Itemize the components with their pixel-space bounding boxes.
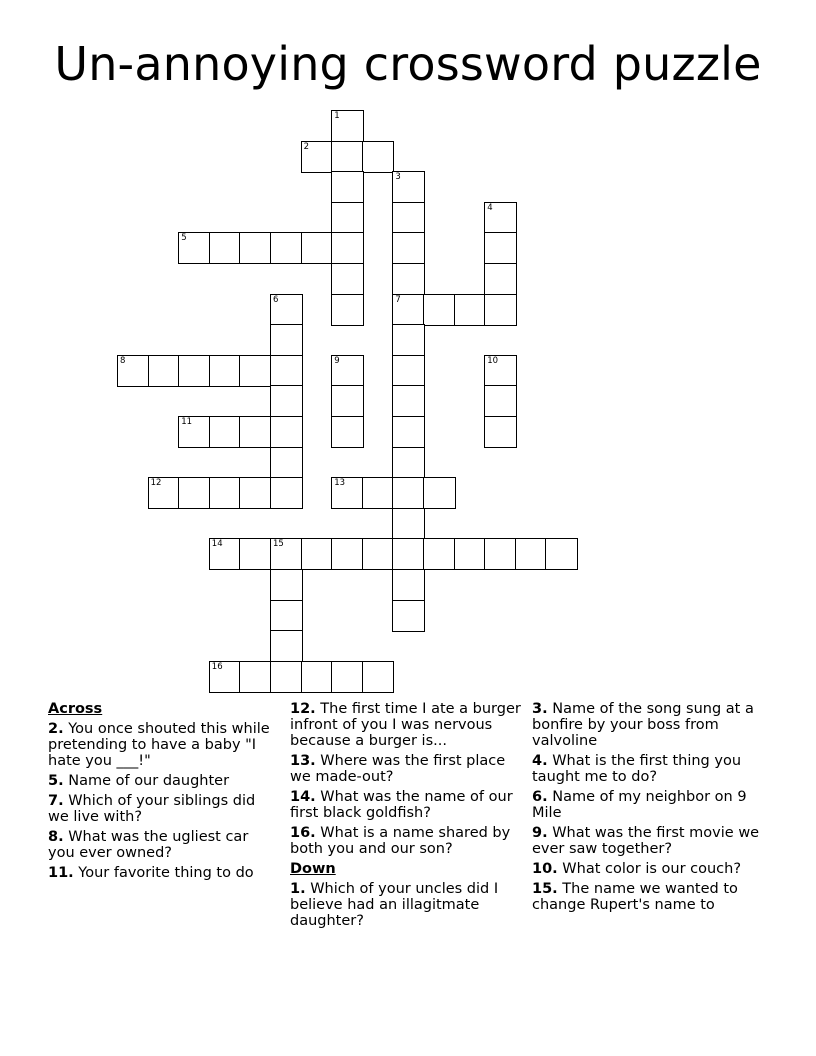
clue-item-text: The name we wanted to change Rupert's name to — [532, 881, 738, 913]
grid-cell[interactable] — [454, 538, 487, 570]
grid-cell[interactable] — [392, 600, 425, 632]
clue-item-text: What was the name of our first black goldfish? — [290, 789, 513, 821]
clue-number: 6 — [273, 294, 279, 305]
grid-cell[interactable] — [331, 538, 364, 570]
clue-item-text: What was the first movie we ever saw together? — [532, 825, 760, 857]
grid-cell[interactable] — [270, 630, 303, 662]
clue-item-number: 6. — [532, 789, 548, 805]
clue-item-text: What is a name shared by both you and our son? — [290, 825, 511, 857]
clue-item-number: 13. — [290, 753, 316, 769]
clue-item-text: What color is our couch? — [562, 861, 742, 877]
grid-cell[interactable] — [392, 538, 425, 570]
clue-item-text: Where was the first place we made-out? — [290, 753, 506, 785]
grid-cell[interactable] — [515, 538, 548, 570]
grid-cell[interactable] — [239, 232, 272, 264]
clue-item-number: 8. — [48, 829, 64, 845]
grid-cell[interactable] — [270, 294, 303, 326]
grid-cell[interactable] — [270, 600, 303, 632]
grid-cell[interactable] — [270, 477, 303, 509]
clue-number: 10 — [487, 355, 499, 366]
clue-number: 15 — [273, 539, 284, 550]
grid-cell[interactable] — [423, 294, 456, 326]
clue-item — [290, 701, 526, 749]
across-heading: Across — [48, 701, 103, 717]
clue-number: 9 — [334, 355, 340, 366]
grid-cell[interactable] — [270, 661, 303, 693]
grid-cell[interactable] — [362, 141, 395, 173]
grid-cell[interactable] — [331, 661, 364, 693]
clue-number: 3 — [395, 172, 401, 183]
grid-cell[interactable] — [209, 538, 242, 570]
grid-cell[interactable] — [484, 202, 517, 234]
grid-cell[interactable] — [270, 385, 303, 417]
clue-number: 13 — [334, 478, 346, 489]
clue-item-number: 10. — [532, 861, 558, 877]
clue-item-text: Name of our daughter — [68, 773, 230, 789]
grid-cell[interactable] — [484, 263, 517, 295]
grid-cell[interactable] — [331, 477, 364, 509]
grid-cell[interactable] — [392, 569, 425, 601]
clue-item-text: The first time I ate a burger infront of you I was nervous because a burger is... — [290, 701, 521, 749]
clue-item — [532, 753, 764, 785]
grid-cell[interactable] — [301, 661, 334, 693]
clue-number: 2 — [303, 141, 310, 152]
clue-item-number: 15. — [532, 881, 558, 897]
clue-item-text: What is the first thing you taught me to do? — [532, 753, 742, 785]
grid-cell[interactable] — [331, 385, 364, 417]
grid-cell[interactable] — [270, 232, 303, 264]
grid-cell[interactable] — [270, 447, 303, 479]
grid-cell[interactable] — [331, 232, 364, 264]
grid-cell[interactable] — [270, 569, 303, 601]
clue-item — [290, 789, 526, 821]
clue-column-2 — [290, 701, 526, 933]
clue-item — [532, 789, 764, 821]
grid-cell[interactable] — [362, 477, 395, 509]
clue-item — [532, 701, 764, 749]
down-heading: Down — [290, 861, 336, 877]
clue-item-text: Name of my neighbor on 9 Mile — [532, 789, 747, 821]
clue-number: 14 — [211, 539, 223, 550]
grid-cell[interactable] — [392, 263, 425, 295]
grid-cell[interactable] — [301, 232, 334, 264]
clue-item — [532, 881, 764, 913]
grid-cell[interactable] — [392, 355, 425, 387]
clue-item — [48, 865, 276, 881]
grid-cell[interactable] — [484, 294, 517, 326]
clue-item-number: 16. — [290, 825, 316, 841]
clue-item-text: Your favorite thing to do — [78, 865, 254, 881]
grid-cell[interactable] — [178, 477, 211, 509]
grid-cell[interactable] — [239, 477, 272, 509]
clue-item — [48, 829, 276, 861]
puzzle-title: Un-annoying crossword puzzle — [54, 37, 762, 91]
clue-item-number: 4. — [532, 753, 548, 769]
grid-cell[interactable] — [331, 263, 364, 295]
clue-item-number: 11. — [48, 865, 74, 881]
grid-cell[interactable] — [178, 355, 211, 387]
grid-cell[interactable] — [209, 477, 242, 509]
clue-item-text: What was the ugliest car you ever owned? — [48, 829, 249, 861]
grid-cell[interactable] — [239, 661, 272, 693]
grid-cell[interactable] — [301, 538, 334, 570]
clue-item-text: Which of your siblings did we live with? — [48, 793, 256, 825]
clue-column-1 — [48, 701, 276, 885]
clue-item-number: 2. — [48, 721, 64, 737]
clue-number: 8 — [120, 355, 126, 366]
clue-number: 5 — [181, 233, 187, 244]
grid-cell[interactable] — [392, 385, 425, 417]
grid-cell[interactable] — [392, 171, 425, 203]
clue-item-text: Name of the song sung at a bonfire by your boss from valvoline — [532, 701, 754, 749]
clue-item-number: 5. — [48, 773, 64, 789]
clue-item — [48, 721, 276, 769]
grid-cell[interactable] — [209, 232, 242, 264]
clue-number: 12 — [150, 478, 162, 489]
grid-cell[interactable] — [545, 538, 578, 570]
grid-cell[interactable] — [331, 355, 364, 387]
grid-cell[interactable] — [392, 324, 425, 356]
clue-item-text: You once shouted this while pretending to have a baby "I hate you ___!" — [48, 721, 270, 769]
grid-cell[interactable] — [392, 232, 425, 264]
grid-cell[interactable] — [239, 538, 272, 570]
grid-cell[interactable] — [362, 538, 395, 570]
grid-cell[interactable] — [209, 661, 242, 693]
grid-cell[interactable] — [484, 538, 517, 570]
grid-cell[interactable] — [392, 447, 425, 479]
grid-cell[interactable] — [331, 171, 364, 203]
grid-cell[interactable] — [270, 324, 303, 356]
clue-item — [290, 825, 526, 857]
grid-cell[interactable] — [178, 232, 211, 264]
grid-cell[interactable] — [331, 202, 364, 234]
clue-item — [48, 773, 276, 789]
grid-cell[interactable] — [423, 538, 456, 570]
clue-item-number: 7. — [48, 793, 64, 809]
grid-cell[interactable] — [178, 416, 211, 448]
grid-cell[interactable] — [270, 355, 303, 387]
grid-cell[interactable] — [362, 661, 395, 693]
grid-cell[interactable] — [484, 232, 517, 264]
clue-number: 1 — [334, 111, 340, 121]
clue-item — [532, 861, 764, 877]
grid-cell[interactable] — [331, 141, 364, 173]
clue-number: 4 — [487, 202, 493, 213]
grid-cell[interactable] — [484, 416, 517, 448]
clue-item-number: 3. — [532, 701, 548, 717]
clue-item-text: Which of your uncles did I believe had an illagitmate daughter? — [290, 881, 499, 929]
grid-cell[interactable] — [239, 416, 272, 448]
grid-cell[interactable] — [392, 508, 425, 540]
grid-cell[interactable] — [331, 294, 364, 326]
clue-item-number: 9. — [532, 825, 548, 841]
grid-cell[interactable] — [392, 202, 425, 234]
grid-cell[interactable] — [423, 477, 456, 509]
grid-cell[interactable] — [484, 355, 517, 387]
clue-number: 7 — [395, 294, 401, 305]
grid-cell[interactable] — [148, 355, 181, 387]
clue-item — [290, 881, 526, 929]
grid-cell[interactable] — [301, 141, 334, 173]
grid-cell[interactable] — [270, 416, 303, 448]
grid-cell[interactable] — [392, 294, 425, 326]
grid-cell[interactable] — [239, 355, 272, 387]
grid-cell[interactable] — [484, 385, 517, 417]
grid-cell[interactable] — [392, 416, 425, 448]
grid-cell[interactable] — [209, 355, 242, 387]
clue-item-number: 14. — [290, 789, 316, 805]
clue-number: 16 — [211, 661, 223, 672]
grid-cell[interactable] — [454, 294, 487, 326]
clue-item-number: 1. — [290, 881, 306, 897]
clue-item-number: 12. — [290, 701, 316, 717]
clue-number: 11 — [181, 417, 193, 427]
grid-cell[interactable] — [392, 477, 425, 509]
clue-column-3 — [532, 701, 764, 917]
clue-item — [48, 793, 276, 825]
clue-item — [290, 753, 526, 785]
clue-item — [532, 825, 764, 857]
grid-cell[interactable] — [209, 416, 242, 448]
grid-cell[interactable] — [331, 110, 364, 142]
grid-cell[interactable] — [117, 355, 150, 387]
grid-cell[interactable] — [331, 416, 364, 448]
grid-cell[interactable] — [270, 538, 303, 570]
grid-cell[interactable] — [148, 477, 181, 509]
